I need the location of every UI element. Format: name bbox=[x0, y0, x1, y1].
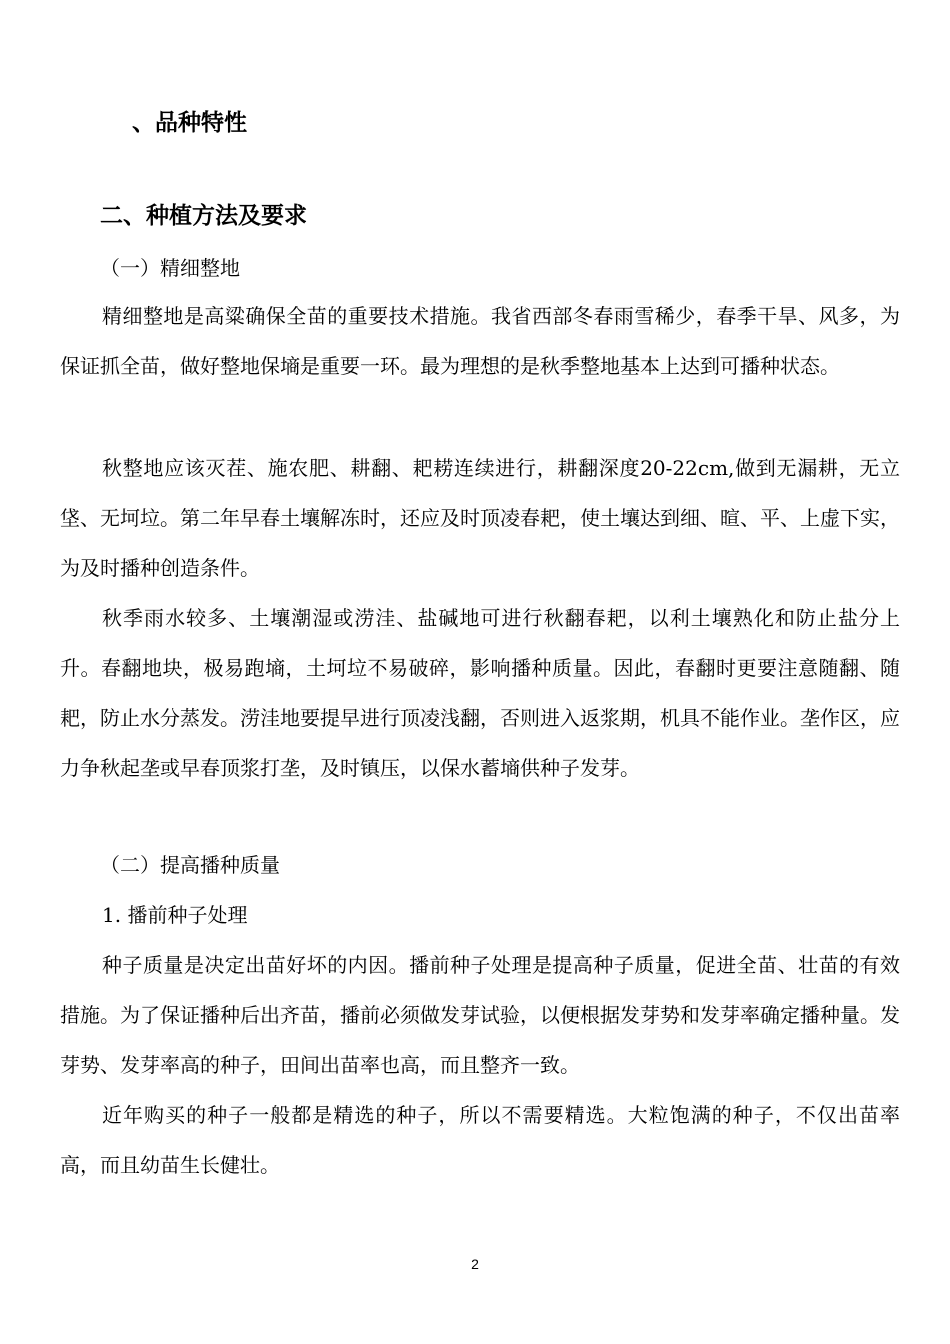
paragraph-land-prep-1: 精细整地是高粱确保全苗的重要技术措施。我省西部冬春雨雪稀少，春季干旱、风多，为保证抓全苗，做好整地保墒是重要一环。最为理想的是秋季整地基本上达到可播种状态。 bbox=[60, 304, 900, 378]
section-heading-variety-traits: 、品种特性 bbox=[132, 110, 247, 136]
page-number: 2 bbox=[471, 1256, 479, 1272]
paragraph-seed-treatment-2: 近年购买的种子一般都是精选的种子，所以不需要精选。大粒饱满的种子，不仅出苗率高，而且幼苗生长健壮。 bbox=[60, 1103, 900, 1177]
paragraph-land-prep-3: 秋季雨水较多、土壤潮湿或涝洼、盐碱地可进行秋翻春耙，以利土壤熟化和防止盐分上升。春翻地块，极易跑墒，土坷垃不易破碎，影响播种质量。因此，春翻时更要注意随翻、随耙，防止水分蒸发。涝洼地要提早进行顶凌浅翻，否则进入返浆期，机具不能作业。垄作区，应力争秋起垄或早春顶浆打垄，及时镇压，以保水蓄墒供种子发芽。 bbox=[60, 606, 900, 780]
section-heading-planting-methods: 二、种植方法及要求 bbox=[100, 203, 307, 229]
subsection-title-seed-treatment: 1. 播前种子处理 bbox=[102, 903, 248, 927]
subsection-title-land-preparation: （一）精细整地 bbox=[100, 256, 240, 280]
paragraph-seed-treatment-1: 种子质量是决定出苗好坏的内因。播前种子处理是提高种子质量，促进全苗、壮苗的有效措施。为了保证播种后出齐苗，播前必须做发芽试验，以便根据发芽势和发芽率确定播种量。发芽势、发芽率高的种子，田间出苗率也高，而且整齐一致。 bbox=[60, 953, 900, 1077]
subsection-title-sowing-quality: （二）提高播种质量 bbox=[100, 853, 280, 877]
paragraph-land-prep-2: 秋整地应该灭茬、施农肥、耕翻、耙耢连续进行，耕翻深度20-22cm,做到无漏耕，无立垡、无坷垃。第二年早春土壤解冻时，还应及时顶凌春耙，使土壤达到细、暄、平、上虚下实，为及时播种创造条件。 bbox=[60, 456, 900, 580]
